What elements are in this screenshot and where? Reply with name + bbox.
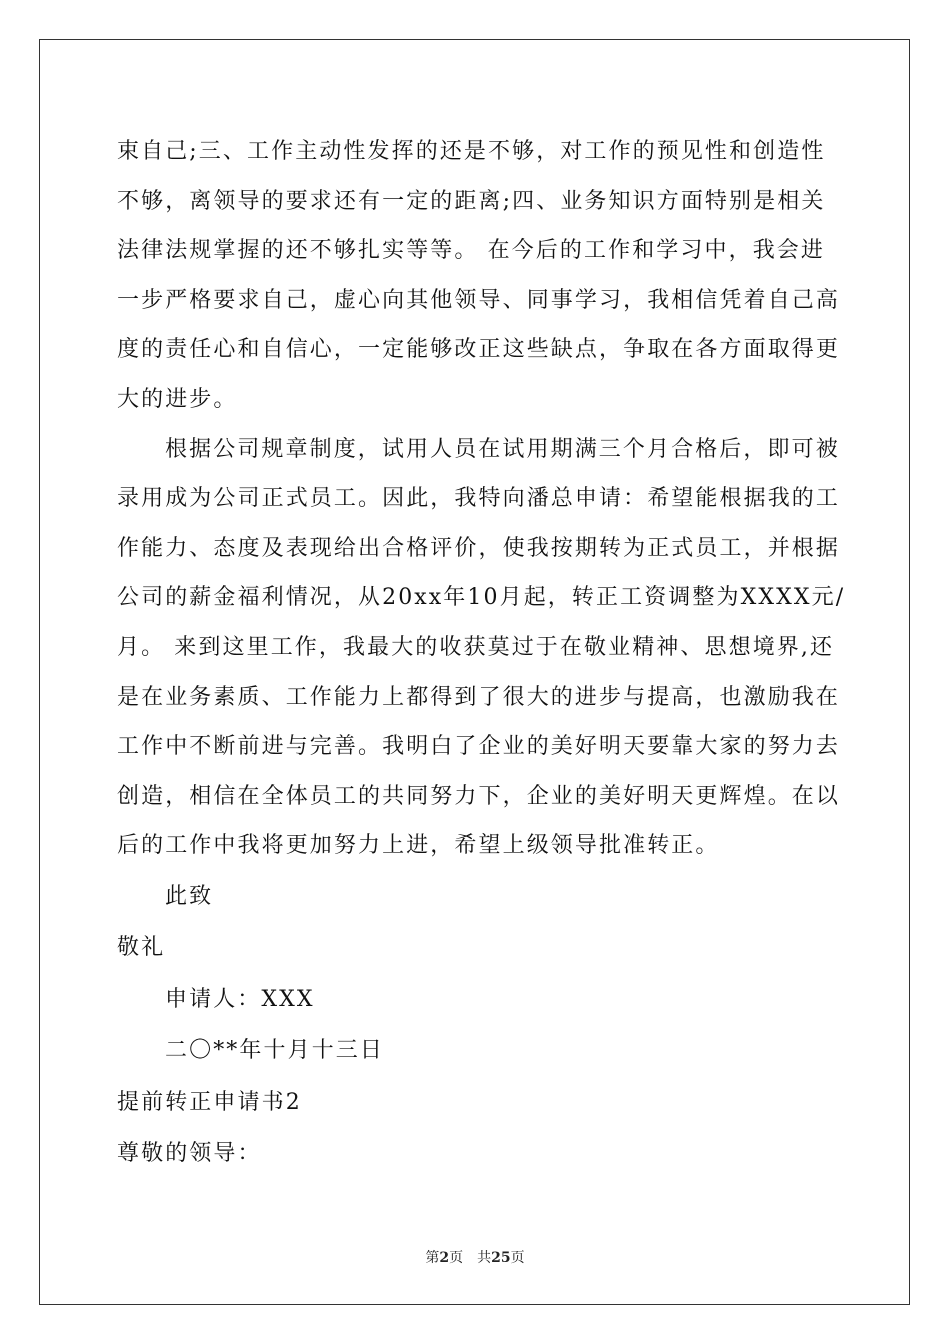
closing-text: 此致 (165, 883, 214, 909)
document-body (117, 127, 846, 1180)
text-line: 是在业务素质、工作能力上都得到了很大的进步与提高，也激励我在 (117, 684, 841, 710)
total-pages: 25 (491, 1250, 511, 1266)
text-line: 创造，相信在全体员工的共同努力下，企业的美好明天更辉煌。在以 (117, 783, 841, 809)
text-line: 大的进步。 (117, 386, 238, 412)
total-suffix: 页 (510, 1250, 525, 1266)
page-number: 2 (439, 1250, 450, 1266)
date-text: 二〇**年十月十三日 (165, 1038, 385, 1064)
applicant-signature: 申请人：XXX (165, 986, 315, 1012)
text-line: 一步严格要求自己，虚心向其他领导、同事学习，我相信凭着自己高 (117, 287, 841, 313)
text-line: 束自己;三、工作主动性发挥的还是不够，对工作的预见性和创造性 (117, 139, 826, 164)
greeting-text: 尊敬的领导： (117, 1141, 262, 1167)
section-title: 提前转正申请书2 (117, 1089, 302, 1115)
text-line: 不够，离领导的要求还有一定的距离;四、业务知识方面特别是相关 (117, 188, 826, 214)
text-line: 法律法规掌握的还不够扎实等等。 在今后的工作和学习中，我会进 (117, 238, 825, 264)
text-line: 月。 来到这里工作，我最大的收获莫过于在敬业精神、思想境界,还 (117, 634, 835, 660)
text-line: 录用成为公司正式员工。因此，我特向潘总申请：希望能根据我的工 (117, 486, 841, 512)
paragraph-continued (117, 127, 841, 425)
total-prefix: 共 (477, 1250, 492, 1266)
text-line: 工作中不断前进与完善。我明白了企业的美好明天要靠大家的努力去 (117, 734, 841, 760)
text-line: 后的工作中我将更加努力上进，希望上级领导批准转正。 (117, 833, 720, 859)
text-line: 度的责任心和自信心，一定能够改正这些缺点，争取在各方面取得更 (117, 337, 841, 363)
paragraph-request (117, 425, 846, 871)
page-suffix: 页 (449, 1250, 464, 1266)
salute-text: 敬礼 (117, 935, 166, 961)
text-line: 根据公司规章制度，试用人员在试用期满三个月合格后，即可被 (165, 436, 840, 462)
page-prefix: 第 (425, 1250, 440, 1266)
text-line: 作能力、态度及表现给出合格评价，使我按期转为正式员工，并根据 (117, 535, 841, 561)
page-footer (0, 1247, 950, 1267)
text-line: 公司的薪金福利情况，从20xx年10月起，转正工资调整为XXXX元/ (117, 585, 846, 611)
